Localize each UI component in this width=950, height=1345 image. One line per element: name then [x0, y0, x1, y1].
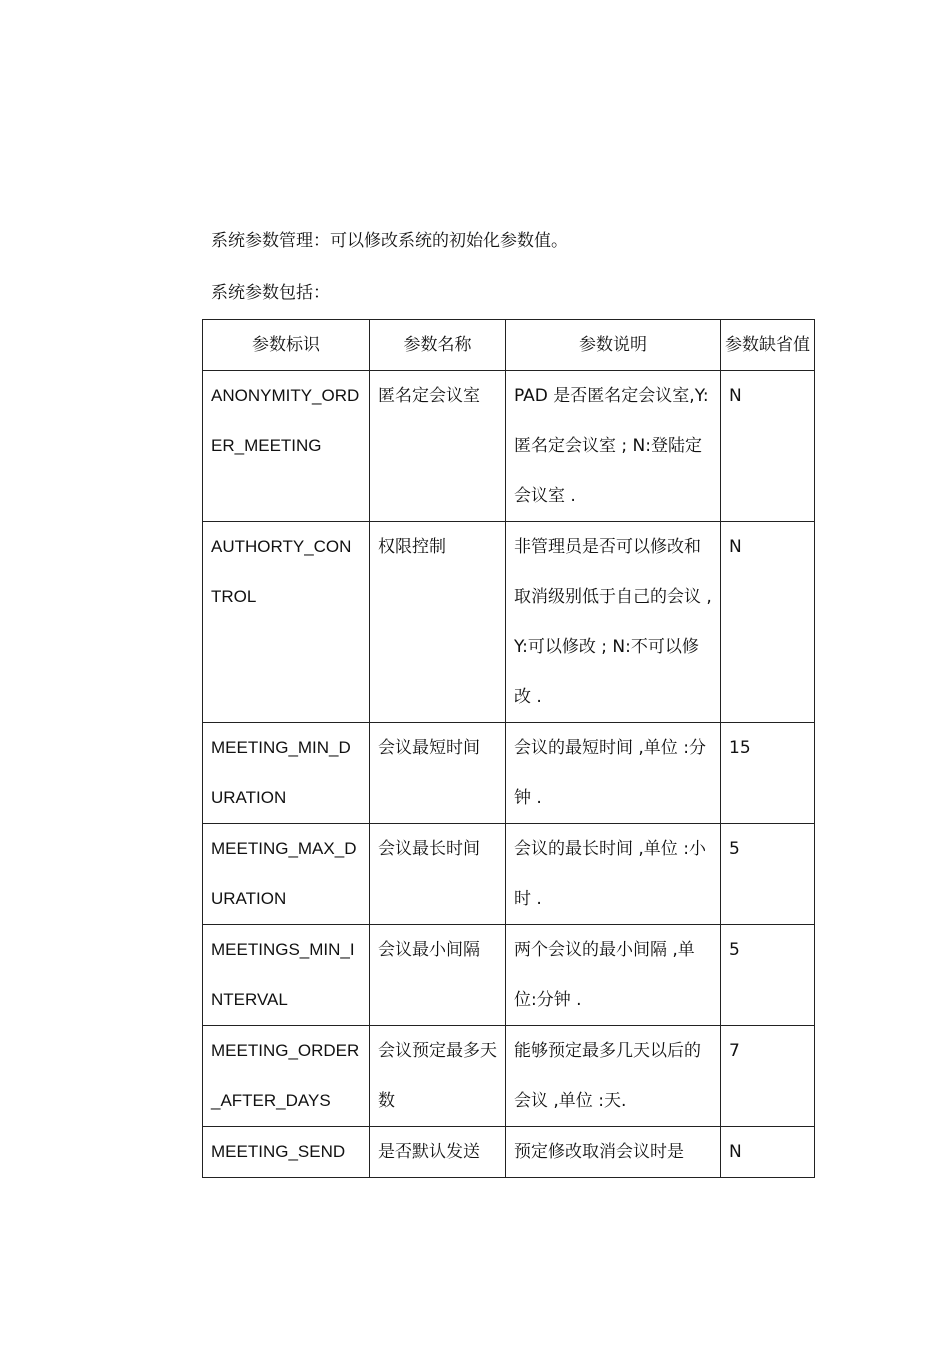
param-id-cell: MEETINGS_MIN_INTERVAL [203, 925, 370, 1026]
table-row [203, 522, 815, 723]
param-id-cell: AUTHORTY_CONTROL [203, 522, 370, 723]
param-default-cell: N [721, 1127, 815, 1178]
param-desc-cell: 预定修改取消会议时是 [506, 1127, 721, 1178]
param-default-cell: 5 [721, 925, 815, 1026]
param-id-cell: ANONYMITY_ORDER_MEETING [203, 371, 370, 522]
param-desc-cell: 会议的最短时间 ,单位 :分钟 . [506, 723, 721, 824]
table-row [203, 925, 815, 1026]
param-id-cell: MEETING_MIN_DURATION [203, 723, 370, 824]
header-param-id: 参数标识 [203, 320, 370, 371]
intro-paragraph: 系统参数管理：可以修改系统的初始化参数值。 [211, 231, 568, 251]
table-row [203, 1026, 815, 1127]
param-default-cell: 7 [721, 1026, 815, 1127]
table-row [203, 1127, 815, 1178]
header-param-default: 参数缺省值 [721, 320, 815, 371]
header-param-desc: 参数说明 [506, 320, 721, 371]
table-header-row [203, 320, 815, 371]
param-name-cell: 会议最小间隔 [370, 925, 506, 1026]
param-desc-cell: 能够预定最多几天以后的会议 ,单位 :天. [506, 1026, 721, 1127]
param-default-cell: 15 [721, 723, 815, 824]
param-desc-cell: 会议的最长时间 ,单位 :小时 . [506, 824, 721, 925]
table-row [203, 371, 815, 522]
param-name-cell: 会议最长时间 [370, 824, 506, 925]
param-default-cell: N [721, 522, 815, 723]
param-id-cell: MEETING_MAX_DURATION [203, 824, 370, 925]
header-param-name: 参数名称 [370, 320, 506, 371]
param-id-cell: MEETING_SEND [203, 1127, 370, 1178]
param-name-cell: 匿名定会议室 [370, 371, 506, 522]
param-name-cell: 权限控制 [370, 522, 506, 723]
param-name-cell: 是否默认发送 [370, 1127, 506, 1178]
param-desc-cell: PAD 是否匿名定会议室,Y:匿名定会议室 ; N:登陆定会议室 . [506, 371, 721, 522]
parameter-table [202, 319, 815, 1178]
lead-paragraph: 系统参数包括： [211, 283, 330, 303]
param-id-cell: MEETING_ORDER_AFTER_DAYS [203, 1026, 370, 1127]
param-default-cell: 5 [721, 824, 815, 925]
table-row [203, 723, 815, 824]
param-desc-cell: 非管理员是否可以修改和取消级别低于自己的会议 ,Y:可以修改 ; N:不可以修改 . [506, 522, 721, 723]
param-default-cell: N [721, 371, 815, 522]
param-name-cell: 会议最短时间 [370, 723, 506, 824]
table-row [203, 824, 815, 925]
param-desc-cell: 两个会议的最小间隔 ,单位:分钟 . [506, 925, 721, 1026]
param-name-cell: 会议预定最多天数 [370, 1026, 506, 1127]
